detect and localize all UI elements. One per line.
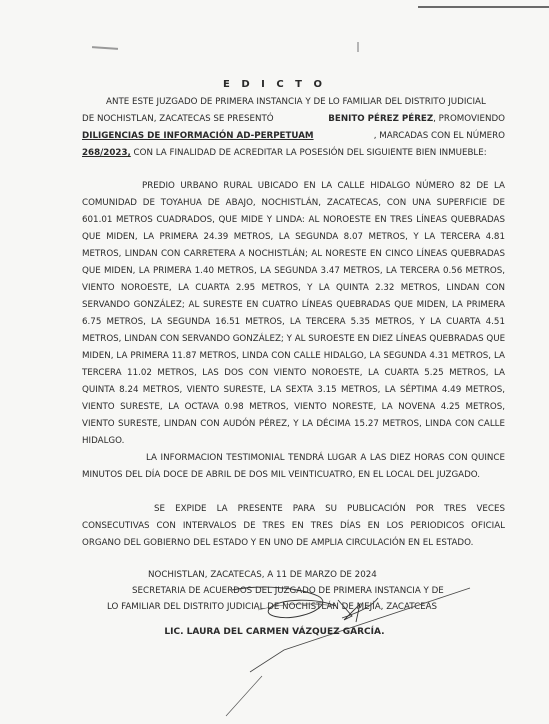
prop-line: SERVANDO GONZÁLEZ; AL SURESTE EN CUATRO LÍNEAS QUEBRADAS QUE MIDEN, LA PRIMERA [82,300,505,310]
document-title: E D I C T O [223,79,326,90]
prop-line: COMUNIDAD DE TOYAHUA DE ABAJO, NOCHISTLÁN, ZACATECAS, CON UNA SUPERFICIE DE [82,198,505,208]
prop-line: METROS, LINDAN CON SERVANDO GONZÁLEZ; Y AL SUROESTE EN DIEZ LÍNEAS QUEBRADAS QUE [82,334,506,344]
signatory-name: LIC. LAURA DEL CARMEN VÁZQUEZ GARCÍA. [164,627,385,637]
pub-line: CONSECUTIVAS CON INTERVALOS DE TRES EN TRES DÍAS EN LOS PERIODICOS OFICIAL [82,521,505,531]
case-number: 268/2023, [82,148,131,158]
secretary-line: SECRETARIA DE ACUERDOS DEL JUZGADO DE PRIMERA INSTANCIA Y DE [132,586,444,596]
hear-line: LA INFORMACION TESTIMONIAL TENDRÁ LUGAR A LAS DIEZ HORAS CON QUINCE [146,453,505,463]
prop-line: VIENTO SURESTE, LA OCTAVA 0.98 METROS, VIENTO NORESTE, LA NOVENA 4.25 METROS, [82,402,505,412]
prop-line: QUE MIDEN, LA PRIMERA 1.40 METROS, LA SEGUNDA 3.47 METROS, LA TERCERA 0.56 METROS, [82,266,505,276]
prop-line: TERCERA 11.02 METROS, LAS DOS CON VIENTO NOROESTE, LA CUARTA 5.25 METROS, LA [82,368,505,378]
intro-line: DE NOCHISTLAN, ZACATECAS SE PRESENTÓ BENITO PÉREZ PÉREZ, PROMOVIENDO [82,114,505,124]
promoter-name: BENITO PÉREZ PÉREZ [328,114,434,124]
prop-line: HIDALGO. [82,436,125,446]
pub-line: ORGANO DEL GOBIERNO DEL ESTADO Y EN UNO DE AMPLIA CIRCULACIÓN EN EL ESTADO. [82,538,474,548]
prop-line: VIENTO SURESTE, LINDAN CON AUDÓN PÉREZ, Y LA DÉCIMA 15.27 METROS, LINDA CON CALLE [82,419,505,429]
procedure-name: DILIGENCIAS DE INFORMACIÓN AD-PERPETUAM [82,131,314,141]
prop-line: METROS, LINDAN CON CARRETERA A NOCHISTLÁN; AL NORESTE EN CINCO LÍNEAS QUEBRADAS [82,249,505,259]
intro-line: 268/2023, CON LA FINALIDAD DE ACREDITAR LA POSESIÓN DEL SIGUIENTE BIEN INMUEBLE: [82,148,487,158]
prop-line: QUINTA 8.24 METROS, VIENTO SURESTE, LA SEXTA 3.15 METROS, LA SÉPTIMA 4.49 METROS, [82,385,505,395]
prop-line: 601.01 METROS CUADRADOS, QUE MIDE Y LINDA: AL NOROESTE EN TRES LÍNEAS QUEBRADAS [82,215,505,225]
pub-line: SE EXPIDE LA PRESENTE PARA SU PUBLICACIÓN POR TRES VECES [154,504,505,514]
hear-line: MINUTOS DEL DÍA DOCE DE ABRIL DE DOS MIL VEINTICUATRO, EN EL LOCAL DEL JUZGADO. [82,470,481,480]
secretary-line: LO FAMILIAR DEL DISTRITO JUDICIAL DE NOCHISTLÁN DE MEJÍA, ZACATCEAS [107,602,438,612]
intro-line: DILIGENCIAS DE INFORMACIÓN AD-PERPETUAM , MARCADAS CON EL NÚMERO [82,128,505,145]
prop-line: VIENTO NOROESTE, LA CUARTA 2.95 METROS, Y LA QUINTA 2.32 METROS, LINDAN CON [82,283,505,293]
intro-line: ANTE ESTE JUZGADO DE PRIMERA INSTANCIA Y DE LO FAMILIAR DEL DISTRITO JUDICIAL [106,97,486,107]
place-date: NOCHISTLAN, ZACATECAS, A 11 DE MARZO DE 2024 [148,570,377,580]
prop-line: QUE MIDEN, LA PRIMERA 24.39 METROS, LA SEGUNDA 8.07 METROS, Y LA TERCERA 4.81 [82,232,505,242]
prop-line: PREDIO URBANO RURAL UBICADO EN LA CALLE HIDALGO NÚMERO 82 DE LA [142,181,505,191]
prop-line: MIDEN, LA PRIMERA 11.87 METROS, LINDA CON CALLE HIDALGO, LA SEGUNDA 4.31 METROS, LA [82,351,505,361]
prop-line: 6.75 METROS, LA SEGUNDA 16.51 METROS, LA TERCERA 5.35 METROS, Y LA CUARTA 4.51 [82,317,505,327]
